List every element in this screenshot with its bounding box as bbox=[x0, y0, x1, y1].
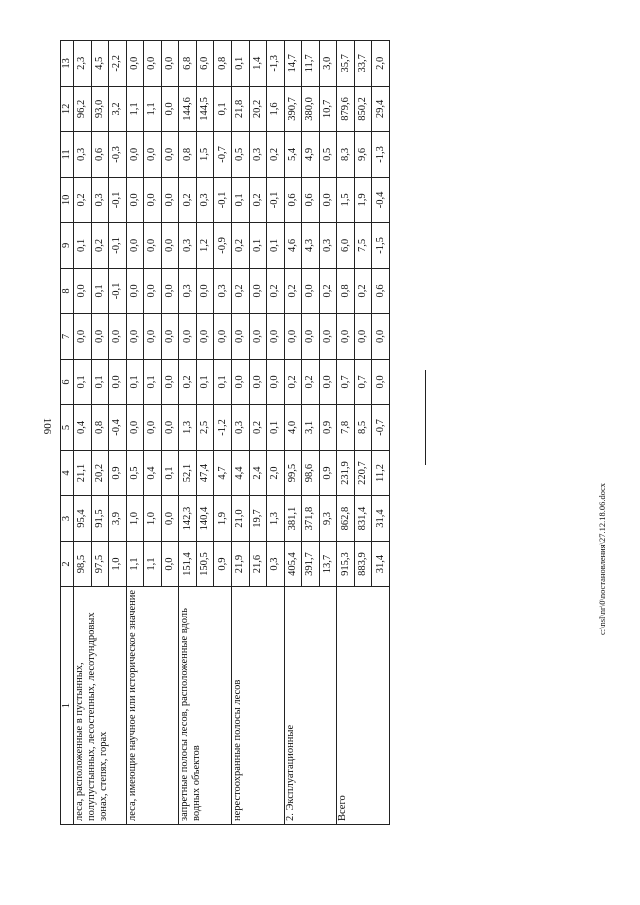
table-row bbox=[231, 41, 249, 825]
row-label: Всего bbox=[337, 587, 390, 825]
value-cell: -1,3 bbox=[267, 41, 285, 87]
value-cell: 2,4 bbox=[249, 450, 267, 496]
value-cell: 380,0 bbox=[302, 86, 320, 132]
value-cell: 2,3 bbox=[74, 41, 92, 87]
value-cell: 0,6 bbox=[91, 132, 109, 178]
value-cell: 21,1 bbox=[74, 450, 92, 496]
value-cell: 0,3 bbox=[74, 132, 92, 178]
value-cell: 0,3 bbox=[179, 223, 197, 269]
value-cell: 0,0 bbox=[319, 177, 337, 223]
value-cell: 0,2 bbox=[231, 268, 249, 314]
value-cell: 0,7 bbox=[354, 359, 372, 405]
value-cell: 0,1 bbox=[231, 41, 249, 87]
value-cell: 0,4 bbox=[144, 450, 162, 496]
value-cell: 0,0 bbox=[161, 314, 179, 360]
value-cell: 2,0 bbox=[267, 450, 285, 496]
value-cell: 0,0 bbox=[126, 177, 144, 223]
value-cell: -0,1 bbox=[109, 223, 127, 269]
value-cell: 862,8 bbox=[337, 496, 355, 542]
value-cell: 0,1 bbox=[231, 177, 249, 223]
value-cell: 0,0 bbox=[161, 541, 179, 587]
value-cell: 831,4 bbox=[354, 496, 372, 542]
value-cell: 0,2 bbox=[231, 223, 249, 269]
value-cell: -0,3 bbox=[109, 132, 127, 178]
value-cell: 0,0 bbox=[91, 314, 109, 360]
value-cell: 0,0 bbox=[109, 314, 127, 360]
value-cell: -0,1 bbox=[267, 177, 285, 223]
header-cell: 13 bbox=[61, 41, 74, 87]
value-cell: 0,0 bbox=[319, 359, 337, 405]
value-cell: 0,0 bbox=[144, 177, 162, 223]
value-cell: 0,0 bbox=[319, 314, 337, 360]
value-cell: 98,6 bbox=[302, 450, 320, 496]
table-body bbox=[74, 41, 390, 825]
value-cell: 220,7 bbox=[354, 450, 372, 496]
value-cell: 6,0 bbox=[337, 223, 355, 269]
table-row bbox=[179, 41, 197, 825]
value-cell: 381,1 bbox=[284, 496, 302, 542]
table-row bbox=[337, 41, 355, 825]
value-cell: 0,0 bbox=[231, 359, 249, 405]
value-cell: 0,3 bbox=[267, 541, 285, 587]
value-cell: 0,0 bbox=[126, 132, 144, 178]
value-cell: 0,1 bbox=[91, 268, 109, 314]
value-cell: 231,9 bbox=[337, 450, 355, 496]
value-cell: 0,3 bbox=[319, 223, 337, 269]
value-cell: 0,0 bbox=[249, 268, 267, 314]
row-label: леса, расположенные в пустынных, полупустынных, лесостепных, лесотундровых зонах, степях, горах bbox=[74, 587, 127, 825]
value-cell: 0,0 bbox=[161, 41, 179, 87]
value-cell: 11,2 bbox=[372, 450, 390, 496]
value-cell: 0,1 bbox=[214, 86, 232, 132]
value-cell: 0,0 bbox=[231, 314, 249, 360]
value-cell: 0,0 bbox=[249, 359, 267, 405]
table-row bbox=[126, 41, 144, 825]
table-row bbox=[74, 41, 92, 825]
value-cell: 4,5 bbox=[91, 41, 109, 87]
value-cell: 1,0 bbox=[109, 541, 127, 587]
value-cell: 0,1 bbox=[214, 359, 232, 405]
value-cell: 0,8 bbox=[214, 41, 232, 87]
value-cell: 0,0 bbox=[144, 41, 162, 87]
value-cell: 883,9 bbox=[354, 541, 372, 587]
value-cell: 0,3 bbox=[231, 405, 249, 451]
table-header-row bbox=[61, 41, 74, 825]
value-cell: 0,7 bbox=[337, 359, 355, 405]
value-cell: 0,6 bbox=[302, 177, 320, 223]
value-cell: 0,2 bbox=[74, 177, 92, 223]
value-cell: 97,5 bbox=[91, 541, 109, 587]
value-cell: 0,1 bbox=[74, 223, 92, 269]
value-cell: 0,0 bbox=[126, 41, 144, 87]
value-cell: 1,4 bbox=[249, 41, 267, 87]
value-cell: 1,3 bbox=[267, 496, 285, 542]
value-cell: 3,1 bbox=[302, 405, 320, 451]
value-cell: 0,2 bbox=[179, 359, 197, 405]
value-cell: 0,2 bbox=[284, 359, 302, 405]
value-cell: 0,0 bbox=[196, 268, 214, 314]
value-cell: 3,0 bbox=[319, 41, 337, 87]
value-cell: 0,1 bbox=[161, 450, 179, 496]
value-cell: 0,0 bbox=[161, 496, 179, 542]
value-cell: 0,2 bbox=[284, 268, 302, 314]
value-cell: 0,0 bbox=[214, 314, 232, 360]
value-cell: -0,1 bbox=[109, 177, 127, 223]
value-cell: 21,9 bbox=[231, 541, 249, 587]
value-cell: 9,3 bbox=[319, 496, 337, 542]
value-cell: 0,0 bbox=[161, 405, 179, 451]
value-cell: 33,7 bbox=[354, 41, 372, 87]
value-cell: 35,7 bbox=[337, 41, 355, 87]
value-cell: 3,2 bbox=[109, 86, 127, 132]
footer-file-path: c:\nsl\nr\0\nостановления\27.12.18.06.docx bbox=[597, 482, 607, 635]
value-cell: 0,1 bbox=[126, 359, 144, 405]
value-cell: 0,0 bbox=[74, 268, 92, 314]
value-cell: 1,1 bbox=[126, 541, 144, 587]
value-cell: 10,7 bbox=[319, 86, 337, 132]
value-cell: 0,6 bbox=[284, 177, 302, 223]
value-cell: 915,3 bbox=[337, 541, 355, 587]
header-cell: 9 bbox=[61, 223, 74, 269]
value-cell: 52,1 bbox=[179, 450, 197, 496]
value-cell: 0,0 bbox=[161, 223, 179, 269]
value-cell: -0,7 bbox=[214, 132, 232, 178]
value-cell: -0,4 bbox=[109, 405, 127, 451]
header-cell: 11 bbox=[61, 132, 74, 178]
value-cell: 0,0 bbox=[74, 314, 92, 360]
value-cell: 0,0 bbox=[109, 359, 127, 405]
value-cell: 0,5 bbox=[319, 132, 337, 178]
header-cell: 7 bbox=[61, 314, 74, 360]
value-cell: 371,8 bbox=[302, 496, 320, 542]
value-cell: 47,4 bbox=[196, 450, 214, 496]
value-cell: 0,0 bbox=[302, 314, 320, 360]
value-cell: 7,5 bbox=[354, 223, 372, 269]
value-cell: 0,2 bbox=[354, 268, 372, 314]
value-cell: 0,0 bbox=[337, 314, 355, 360]
value-cell: 0,9 bbox=[109, 450, 127, 496]
value-cell: 0,0 bbox=[144, 405, 162, 451]
header-cell: 4 bbox=[61, 450, 74, 496]
value-cell: 0,0 bbox=[196, 314, 214, 360]
value-cell: 850,2 bbox=[354, 86, 372, 132]
header-cell: 5 bbox=[61, 405, 74, 451]
value-cell: 95,4 bbox=[74, 496, 92, 542]
value-cell: 0,0 bbox=[161, 268, 179, 314]
value-cell: 98,5 bbox=[74, 541, 92, 587]
header-cell: 10 bbox=[61, 177, 74, 223]
value-cell: 142,3 bbox=[179, 496, 197, 542]
value-cell: 0,0 bbox=[144, 314, 162, 360]
value-cell: 9,6 bbox=[354, 132, 372, 178]
value-cell: 4,6 bbox=[284, 223, 302, 269]
value-cell: 0,2 bbox=[267, 132, 285, 178]
value-cell: 0,5 bbox=[231, 132, 249, 178]
value-cell: 3,9 bbox=[109, 496, 127, 542]
value-cell: 4,9 bbox=[302, 132, 320, 178]
value-cell: -2,2 bbox=[109, 41, 127, 87]
value-cell: 144,5 bbox=[196, 86, 214, 132]
row-label: нерестоохранные полосы лесов bbox=[231, 587, 284, 825]
value-cell: 5,4 bbox=[284, 132, 302, 178]
value-cell: 0,0 bbox=[354, 314, 372, 360]
value-cell: 20,2 bbox=[91, 450, 109, 496]
value-cell: 0,2 bbox=[249, 177, 267, 223]
value-cell: 0,2 bbox=[249, 405, 267, 451]
value-cell: 0,9 bbox=[319, 450, 337, 496]
value-cell: 1,1 bbox=[144, 86, 162, 132]
value-cell: 31,4 bbox=[372, 496, 390, 542]
value-cell: 0,0 bbox=[126, 405, 144, 451]
value-cell: 21,6 bbox=[249, 541, 267, 587]
value-cell: 2,5 bbox=[196, 405, 214, 451]
value-cell: 0,2 bbox=[319, 268, 337, 314]
value-cell: 0,3 bbox=[196, 177, 214, 223]
value-cell: 0,0 bbox=[284, 314, 302, 360]
value-cell: 1,1 bbox=[126, 86, 144, 132]
value-cell: 0,0 bbox=[161, 177, 179, 223]
value-cell: 1,2 bbox=[196, 223, 214, 269]
value-cell: 0,2 bbox=[91, 223, 109, 269]
value-cell: 31,4 bbox=[372, 541, 390, 587]
value-cell: 6,8 bbox=[179, 41, 197, 87]
value-cell: -0,1 bbox=[109, 268, 127, 314]
row-label: леса, имеющие научное или историческое значение bbox=[126, 587, 179, 825]
value-cell: 0,1 bbox=[91, 359, 109, 405]
value-cell: 0,1 bbox=[267, 223, 285, 269]
value-cell: 0,9 bbox=[214, 541, 232, 587]
row-label: запретные полосы лесов, расположенные вдоль водных объектов bbox=[179, 587, 232, 825]
value-cell: 1,5 bbox=[337, 177, 355, 223]
value-cell: 391,7 bbox=[302, 541, 320, 587]
header-cell: 1 bbox=[61, 587, 74, 825]
value-cell: 0,0 bbox=[144, 223, 162, 269]
header-cell: 6 bbox=[61, 359, 74, 405]
value-cell: 879,6 bbox=[337, 86, 355, 132]
value-cell: 7,8 bbox=[337, 405, 355, 451]
value-cell: 21,0 bbox=[231, 496, 249, 542]
value-cell: 1,9 bbox=[214, 496, 232, 542]
value-cell: 0,0 bbox=[126, 314, 144, 360]
value-cell: 29,4 bbox=[372, 86, 390, 132]
row-label: 2. Эксплуатационные bbox=[284, 587, 337, 825]
value-cell: 0,1 bbox=[249, 223, 267, 269]
value-cell: 140,4 bbox=[196, 496, 214, 542]
value-cell: 91,5 bbox=[91, 496, 109, 542]
value-cell: 0,0 bbox=[249, 314, 267, 360]
value-cell: 4,3 bbox=[302, 223, 320, 269]
value-cell: 0,8 bbox=[337, 268, 355, 314]
value-cell: 151,4 bbox=[179, 541, 197, 587]
value-cell: 0,2 bbox=[302, 359, 320, 405]
header-cell: 3 bbox=[61, 496, 74, 542]
value-cell: 0,0 bbox=[161, 132, 179, 178]
value-cell: 0,9 bbox=[319, 405, 337, 451]
value-cell: 150,5 bbox=[196, 541, 214, 587]
value-cell: 0,1 bbox=[196, 359, 214, 405]
value-cell: 0,0 bbox=[161, 359, 179, 405]
value-cell: 0,0 bbox=[126, 223, 144, 269]
value-cell: 6,0 bbox=[196, 41, 214, 87]
value-cell: -0,1 bbox=[214, 177, 232, 223]
value-cell: 1,0 bbox=[144, 496, 162, 542]
table-container bbox=[60, 40, 390, 825]
divider-line bbox=[425, 370, 426, 465]
value-cell: 0,0 bbox=[179, 314, 197, 360]
value-cell: 0,0 bbox=[144, 132, 162, 178]
value-cell: 0,8 bbox=[91, 405, 109, 451]
value-cell: 0,0 bbox=[267, 314, 285, 360]
value-cell: 8,3 bbox=[337, 132, 355, 178]
value-cell: 1,1 bbox=[144, 541, 162, 587]
table-row bbox=[284, 41, 302, 825]
value-cell: 0,3 bbox=[179, 268, 197, 314]
value-cell: 1,6 bbox=[267, 86, 285, 132]
value-cell: 0,0 bbox=[372, 314, 390, 360]
value-cell: 8,5 bbox=[354, 405, 372, 451]
value-cell: 1,9 bbox=[354, 177, 372, 223]
value-cell: 20,2 bbox=[249, 86, 267, 132]
value-cell: 14,7 bbox=[284, 41, 302, 87]
header-cell: 8 bbox=[61, 268, 74, 314]
value-cell: 1,5 bbox=[196, 132, 214, 178]
value-cell: 19,7 bbox=[249, 496, 267, 542]
value-cell: 0,0 bbox=[126, 268, 144, 314]
value-cell: 13,7 bbox=[319, 541, 337, 587]
value-cell: 1,0 bbox=[126, 496, 144, 542]
value-cell: -0,9 bbox=[214, 223, 232, 269]
value-cell: 4,4 bbox=[231, 450, 249, 496]
value-cell: 0,0 bbox=[144, 268, 162, 314]
value-cell: 144,6 bbox=[179, 86, 197, 132]
value-cell: 96,2 bbox=[74, 86, 92, 132]
value-cell: 93,0 bbox=[91, 86, 109, 132]
value-cell: 0,1 bbox=[74, 359, 92, 405]
value-cell: 0,4 bbox=[74, 405, 92, 451]
value-cell: -1,3 bbox=[372, 132, 390, 178]
value-cell: -0,7 bbox=[372, 405, 390, 451]
header-cell: 2 bbox=[61, 541, 74, 587]
value-cell: 1,3 bbox=[179, 405, 197, 451]
value-cell: 4,0 bbox=[284, 405, 302, 451]
value-cell: 0,3 bbox=[249, 132, 267, 178]
header-cell: 12 bbox=[61, 86, 74, 132]
value-cell: 99,5 bbox=[284, 450, 302, 496]
value-cell: 0,0 bbox=[302, 268, 320, 314]
value-cell: 2,0 bbox=[372, 41, 390, 87]
forest-data-table bbox=[60, 40, 390, 825]
value-cell: 0,2 bbox=[267, 268, 285, 314]
value-cell: 0,3 bbox=[214, 268, 232, 314]
value-cell: 390,7 bbox=[284, 86, 302, 132]
value-cell: 0,8 bbox=[179, 132, 197, 178]
value-cell: 0,1 bbox=[267, 405, 285, 451]
value-cell: 0,0 bbox=[267, 359, 285, 405]
value-cell: 0,5 bbox=[126, 450, 144, 496]
value-cell: 0,3 bbox=[91, 177, 109, 223]
value-cell: 0,0 bbox=[372, 359, 390, 405]
value-cell: -1,2 bbox=[214, 405, 232, 451]
value-cell: -0,4 bbox=[372, 177, 390, 223]
page-number: 106 bbox=[41, 417, 53, 435]
value-cell: 21,8 bbox=[231, 86, 249, 132]
value-cell: 0,1 bbox=[144, 359, 162, 405]
value-cell: -1,5 bbox=[372, 223, 390, 269]
value-cell: 11,7 bbox=[302, 41, 320, 87]
value-cell: 0,0 bbox=[161, 86, 179, 132]
value-cell: 405,4 bbox=[284, 541, 302, 587]
value-cell: 0,2 bbox=[179, 177, 197, 223]
value-cell: 4,7 bbox=[214, 450, 232, 496]
value-cell: 0,6 bbox=[372, 268, 390, 314]
